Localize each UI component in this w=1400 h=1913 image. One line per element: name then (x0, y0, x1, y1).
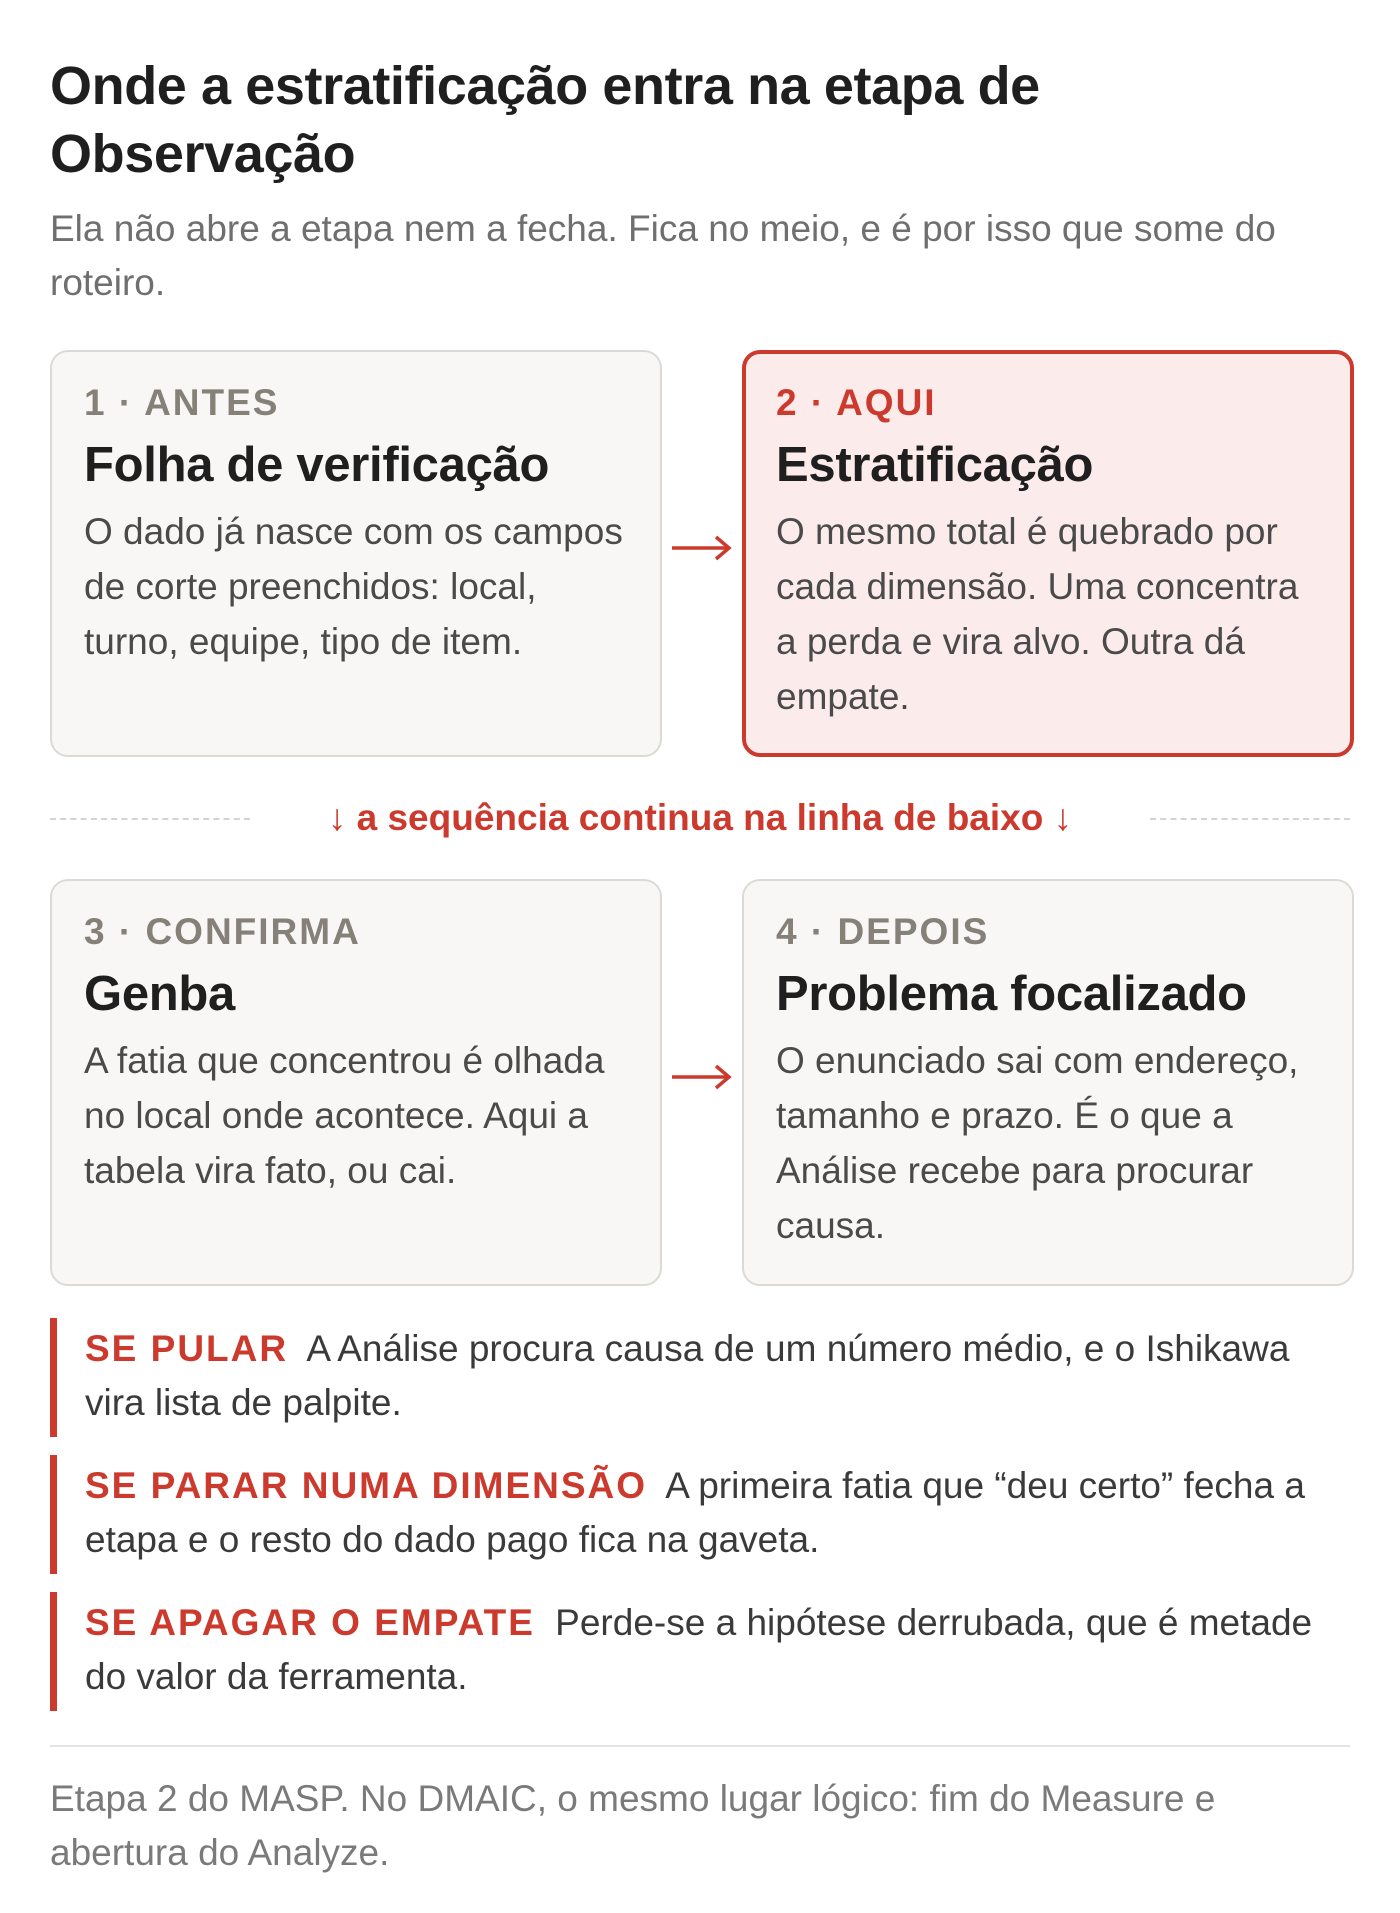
step-tag: 1 · ANTES (84, 382, 280, 423)
step-title: Genba (84, 967, 235, 1021)
risk-text-block (85, 1322, 1350, 1430)
footer-divider (50, 1745, 1350, 1747)
step-description: O dado já nasce com os campos de corte preenchidos: local, turno, equipe, tipo de item. (84, 511, 623, 662)
step-card-depois (742, 879, 1354, 1286)
step-title: Problema focalizado (776, 967, 1247, 1021)
step-title: Folha de verificação (84, 438, 550, 492)
steps-row-top (50, 350, 1350, 757)
divider-text: ↓ a sequência continua na linha de baixo ↓ (327, 797, 1073, 838)
step-tag: 2 · AQUI (776, 382, 937, 423)
risk-item-parar (50, 1455, 1350, 1574)
right-arrow-icon (666, 1057, 738, 1097)
page-subtitle: Ela não abre a etapa nem a fecha. Fica no meio, e é por isso que some do roteiro. (50, 208, 1276, 303)
divider-line-right (1150, 818, 1350, 820)
step-description: O enunciado sai com endereço, tamanho e prazo. É o que a Análise recebe para procurar causa. (776, 1040, 1299, 1246)
right-arrow-icon (666, 528, 738, 568)
step-card-antes (50, 350, 662, 757)
risk-text: A Análise procura causa de um número médio, e o Ishikawa vira lista de palpite. (85, 1328, 1290, 1423)
steps-row-bottom (50, 879, 1350, 1286)
step-description: O mesmo total é quebrado por cada dimensão. Uma concentra a perda e vira alvo. Outra dá empate. (776, 511, 1299, 717)
risk-text: Perde-se a hipótese derrubada, que é metade do valor da ferramenta. (85, 1602, 1313, 1697)
step-description: A fatia que concentrou é olhada no local onde acontece. Aqui a tabela vira fato, ou cai. (84, 1040, 605, 1191)
risk-text: A primeira fatia que “deu certo” fecha a etapa e o resto do dado pago fica na gaveta. (85, 1465, 1305, 1560)
risk-text-block (85, 1459, 1350, 1567)
risk-text-block (85, 1596, 1350, 1704)
step-tag: 4 · DEPOIS (776, 911, 990, 952)
step-title: Estratificação (776, 438, 1094, 492)
sequence-divider (50, 792, 1350, 844)
risk-item-empate (50, 1592, 1350, 1711)
risk-label: SE APAGAR O EMPATE (85, 1602, 535, 1643)
step-card-confirma (50, 879, 662, 1286)
step-card-aqui (742, 350, 1354, 757)
risk-label: SE PULAR (85, 1328, 289, 1369)
risk-label: SE PARAR NUMA DIMENSÃO (85, 1465, 648, 1506)
risk-item-pular (50, 1318, 1350, 1437)
footer-note: Etapa 2 do MASP. No DMAIC, o mesmo lugar lógico: fim do Measure e abertura do Analyze. (50, 1778, 1216, 1873)
step-tag: 3 · CONFIRMA (84, 911, 361, 952)
page-title: Onde a estratificação entra na etapa de Observação (50, 56, 1040, 184)
